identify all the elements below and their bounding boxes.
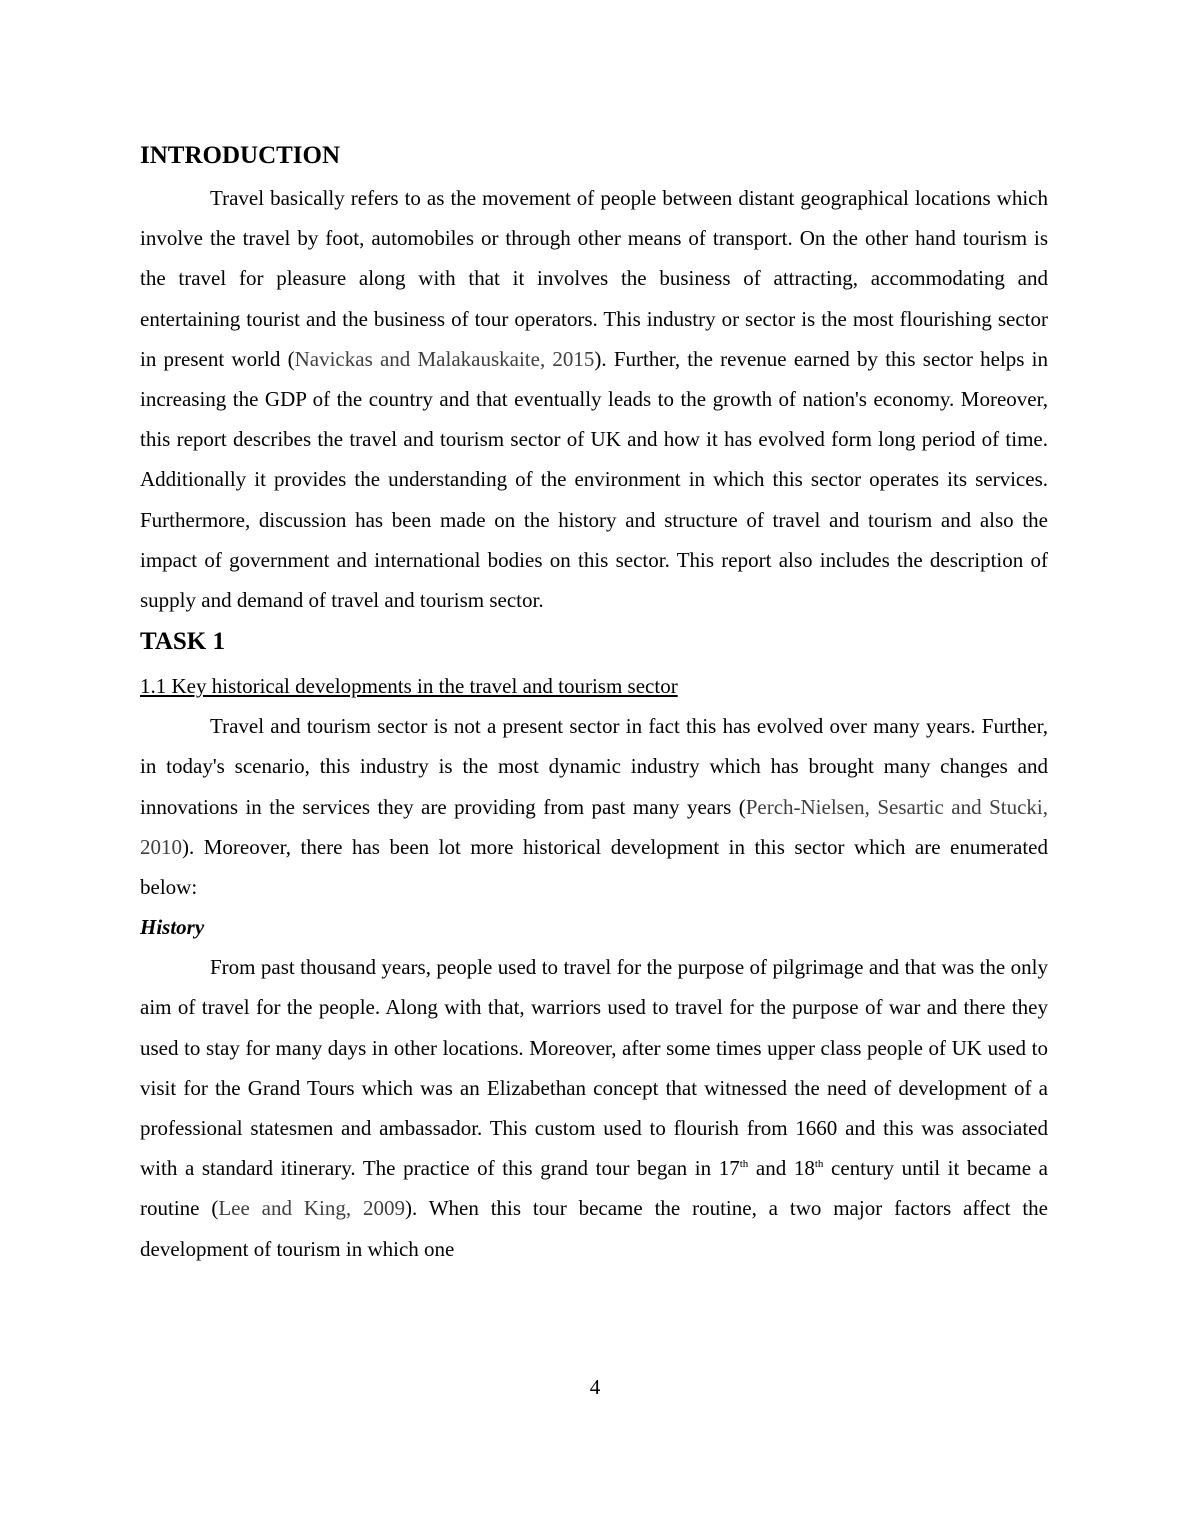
task1-text-2: ). Moreover, there has been lot more historical development in this sector which are enumerated below:	[140, 834, 1048, 900]
section-1-1-heading: 1.1 Key historical developments in the travel and tourism sector	[140, 674, 678, 699]
history-text-4: ). When this tour became the routine, a two major factors affect the development of tourism in which one	[140, 1196, 1048, 1261]
page-number: 4	[589, 1375, 601, 1399]
history-text-1: From past thousand years, people used to travel for the purpose of pilgrimage and that was the only aim of travel for the people. Along with that, warriors used to travel for the purpose of war and there they used to stay for many days in other locations. Moreover, after some times upper class people of UK used to visit for the Grand Tours which was an Elizabethan concept that witnessed the need of development of a professional statesmen and ambassador. This custom used to flourish from 1660 and this was associated with a standard itinerary. The practice of this grand tour began in 17	[140, 955, 1048, 1181]
superscript-th-2: th	[814, 1158, 824, 1171]
task1-text-1: Travel and tourism sector is not a present sector in fact this has evolved over many years. Further, in today's scenario, this industry is the most dynamic industry which has brought many changes and innovations in the services they are providing from past many years (	[140, 714, 1048, 819]
document-page	[140, 138, 1048, 1269]
citation-navickas: Navickas and Malakauskaite, 2015	[294, 346, 595, 371]
superscript-th-1: th	[739, 1158, 749, 1171]
intro-text-2: ). Further, the revenue earned by this sector helps in increasing the GDP of the country and that eventually leads to the growth of nation's economy. Moreover, this report describes the travel and tourism sector of UK and how it has evolved form long period of time. Additionally it provides the understanding of the environment in which this sector operates its services. Furthermore, discussion has been made on the history and structure of travel and tourism and also the impact of government and international bodies on this sector. This report also includes the description of supply and demand of travel and tourism sector.	[140, 346, 1048, 613]
introduction-paragraph	[140, 178, 1048, 620]
history-text-2: and 18	[748, 1156, 815, 1181]
history-paragraph	[140, 947, 1048, 1269]
citation-lee-king: Lee and King, 2009	[218, 1196, 405, 1221]
history-heading: History	[140, 915, 205, 940]
history-text-3: century until it became a routine (	[140, 1156, 1048, 1221]
citation-perch-nielsen: Perch-Nielsen, Sesartic and Stucki, 2010	[140, 794, 1048, 859]
task1-paragraph	[140, 706, 1048, 907]
intro-text-1: Travel basically refers to as the movement of people between distant geographical locations which involve the travel by foot, automobiles or through other means of transport. On the other hand tourism is the travel for pleasure along with that it involves the business of attracting, accommodating and entertaining tourist and the business of tour operators. This industry or sector is the most flourishing sector in present world (	[140, 186, 1048, 371]
introduction-heading: INTRODUCTION	[140, 142, 341, 169]
task1-heading: TASK 1	[140, 628, 225, 656]
